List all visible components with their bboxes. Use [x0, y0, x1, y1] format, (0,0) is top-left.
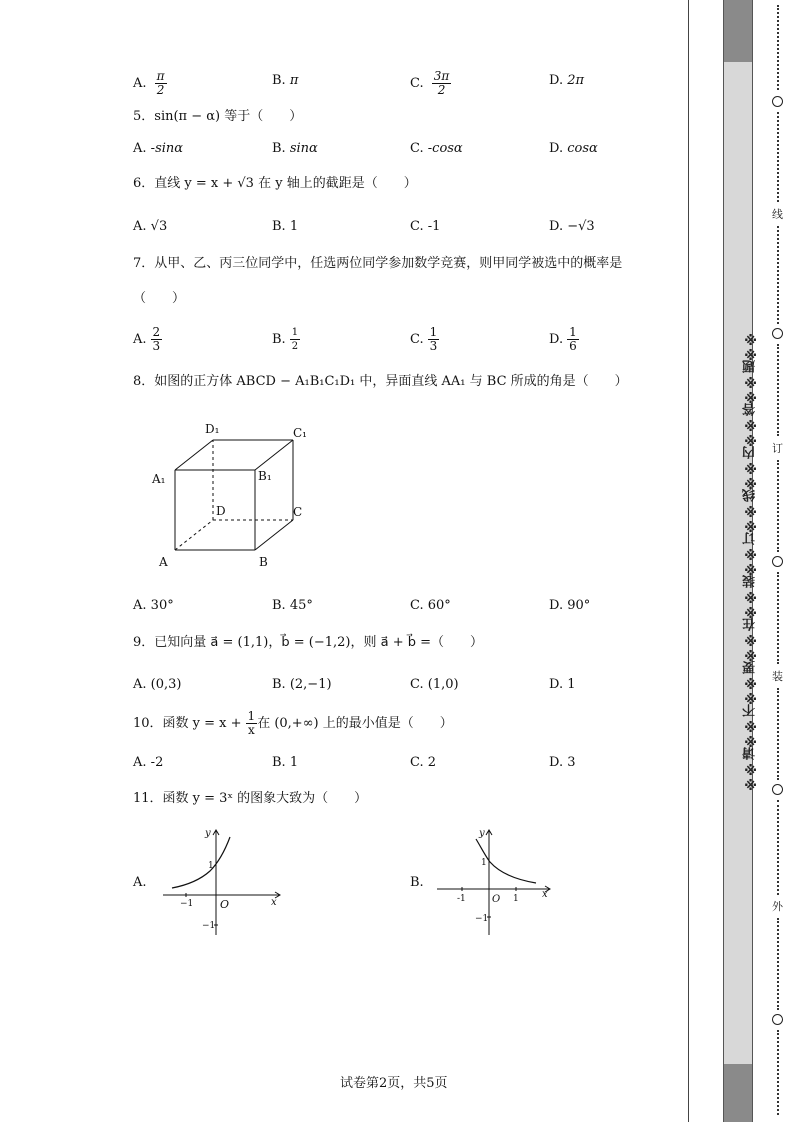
- q7-stem: 7．从甲、乙、丙三位同学中，任选两位同学参加数学竞赛，则甲同学被选中的概率是: [133, 256, 623, 271]
- cube-edge-bc: [255, 520, 293, 550]
- q10-option-b: B. 1: [272, 755, 299, 770]
- q7-option-b: B. $\frac{1}{2}$: [272, 327, 299, 352]
- q8-option-b: B. 45°: [272, 598, 313, 613]
- q5-option-a: A. -sinα: [133, 141, 184, 156]
- graph-b-neg1y: −1: [475, 914, 489, 924]
- cut-circle: [772, 784, 783, 795]
- cube-label-d1: D₁: [205, 422, 220, 436]
- q6-option-b: B. 1: [272, 219, 299, 234]
- cut-circle: [772, 556, 783, 567]
- q4-option-d: D. 2π: [549, 73, 585, 88]
- q9-option-c: C. (1,0): [410, 677, 459, 692]
- graph-b-neg1x: -1: [457, 894, 466, 904]
- q5-option-d: D. cosα: [549, 141, 598, 156]
- q5-stem: 5．sin(π − α) 等于（ ）: [133, 109, 303, 124]
- cube-label-c: C: [293, 505, 303, 519]
- q9-option-d: D. 1: [549, 677, 576, 692]
- cube-label-b: B: [259, 555, 268, 569]
- q8-option-a: A. 30°: [133, 598, 174, 613]
- q8-option-d: D. 90°: [549, 598, 591, 613]
- q6-option-d: D. −√3: [549, 219, 595, 234]
- q9-option-a: A. (0,3): [133, 677, 182, 692]
- page-number: 试卷第2页，共5页: [340, 1076, 448, 1091]
- q10-option-d: D. 3: [549, 755, 576, 770]
- q7-option-a: A. $\frac{2}{3}$: [133, 325, 161, 353]
- graph-a: [158, 825, 288, 940]
- cube-label-b1: B₁: [258, 469, 272, 483]
- cut-dots: [777, 1030, 781, 1115]
- cut-line: [768, 0, 788, 1122]
- cut-circle: [772, 1014, 783, 1025]
- q7-option-d: D. $\frac{1}{6}$: [549, 325, 577, 353]
- graph-a-x-label: x: [271, 897, 277, 908]
- cut-dots: [777, 688, 781, 780]
- cube-label-a: A: [159, 555, 168, 569]
- graph-b-origin: O: [492, 894, 501, 905]
- graph-a-curve: [172, 837, 230, 888]
- graph-a-neg1x: −1: [180, 899, 194, 909]
- graph-b-x-label: x: [542, 889, 548, 900]
- cube-label-d: D: [216, 504, 226, 518]
- mark-xian: 线: [772, 208, 783, 221]
- binding-strip-top: [724, 0, 752, 62]
- q8-option-c: C. 60°: [410, 598, 451, 613]
- cut-dots: [777, 344, 781, 436]
- q9-option-b: B. (2,−1): [272, 677, 332, 692]
- cube-figure: [145, 415, 320, 575]
- graph-a-one: 1: [208, 861, 214, 871]
- cube-label-a1: A₁: [152, 472, 166, 486]
- q4-option-a: A. $\frac{\pi}{2}$: [133, 69, 165, 97]
- q5-option-c: C. -cosα: [410, 141, 463, 156]
- graph-a-origin: O: [220, 898, 230, 911]
- cut-circle: [772, 96, 783, 107]
- cut-dots: [777, 572, 781, 664]
- q4-option-c: C. $\frac{3\pi}{2}$: [410, 69, 450, 97]
- graph-b-onex: 1: [513, 894, 519, 904]
- cut-dots: [777, 112, 781, 202]
- cut-dots: [777, 800, 781, 895]
- q9-stem: 9．已知向量 a⃗ = (1,1)，b⃗ = (−1,2)，则 a⃗ + b⃗ =（ ）: [133, 635, 483, 650]
- cube-edge-b1c1: [255, 440, 293, 470]
- q6-option-a: A. √3: [133, 219, 168, 234]
- mark-ding: 订: [772, 442, 783, 455]
- cut-dots: [777, 460, 781, 552]
- q7-option-c: C. $\frac{1}{3}$: [410, 325, 438, 353]
- q5-option-b: B. sinα: [272, 141, 318, 156]
- q11-option-a-label: A.: [133, 875, 147, 890]
- graph-b: [432, 825, 557, 940]
- cube-edge-ad: [175, 520, 213, 550]
- cut-dots: [777, 5, 781, 90]
- graph-a-y-label: y: [205, 828, 211, 839]
- cut-dots: [777, 918, 781, 1010]
- q10-option-a: A. -2: [133, 755, 164, 770]
- q8-stem: 8．如图的正方体 ABCD − A₁B₁C₁D₁ 中，异面直线 AA₁ 与 BC 所成的角是（ ）: [133, 374, 628, 389]
- mark-wai: 外: [772, 900, 783, 913]
- q6-stem: 6．直线 y = x + √3 在 y 轴上的截距是（ ）: [133, 176, 417, 191]
- cut-circle: [772, 328, 783, 339]
- q11-option-b-label: B.: [410, 875, 424, 890]
- graph-b-y-label: y: [479, 828, 485, 839]
- q10-option-c: C. 2: [410, 755, 437, 770]
- cube-label-c1: C₁: [293, 426, 307, 440]
- q6-option-c: C. -1: [410, 219, 441, 234]
- margin-border: [688, 0, 689, 1122]
- q10-stem: 10．函数 y = x + $\frac{1}{x}$ 在 (0,+∞) 上的最小值是（ ）: [133, 709, 453, 737]
- cut-dots: [777, 226, 781, 324]
- binding-notice: ※※请※※不※※要※※在※※装※※订※※线※※内※※答※※题※※: [743, 330, 758, 790]
- cube-edge-a1d1: [175, 440, 213, 470]
- q4-option-b: B. π: [272, 73, 299, 88]
- graph-b-one: 1: [481, 858, 487, 868]
- mark-zhuang: 装: [772, 670, 783, 683]
- binding-strip-bottom: [724, 1064, 752, 1122]
- q7-stem-paren: （ ）: [133, 291, 186, 306]
- graph-a-neg1y: −1: [202, 921, 216, 931]
- q11-stem: 11．函数 y = 3ˣ 的图象大致为（ ）: [133, 791, 368, 806]
